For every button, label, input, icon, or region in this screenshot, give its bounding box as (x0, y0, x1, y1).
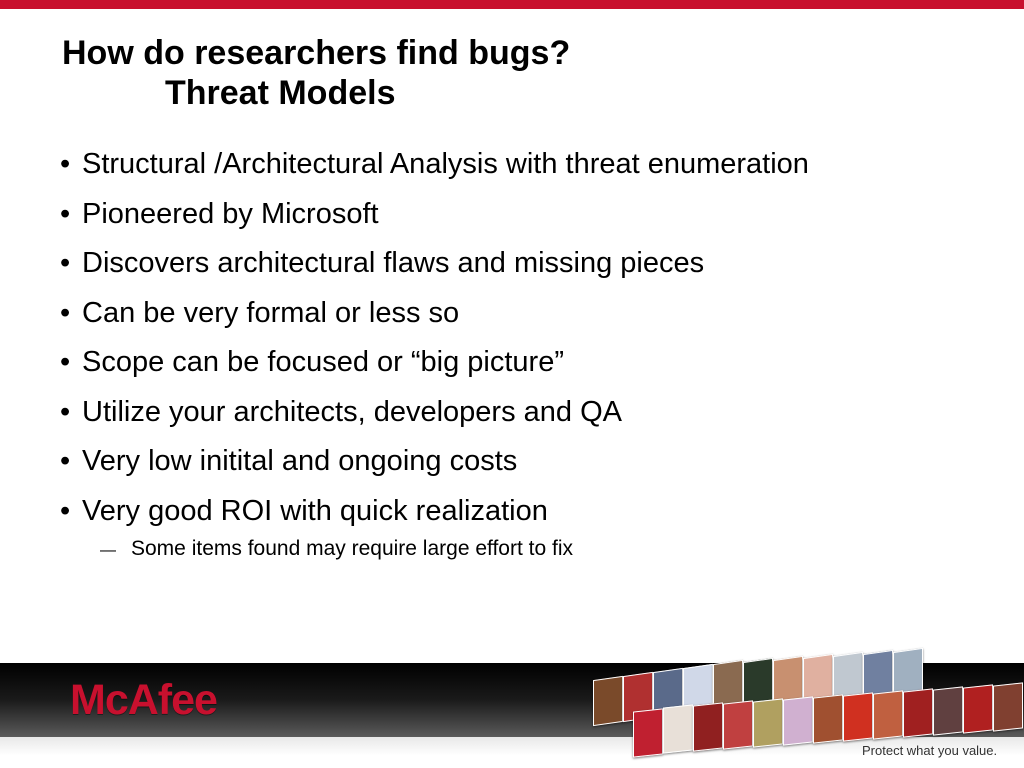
bullet-dot: • (60, 296, 71, 329)
mcafee-logo: McAfee (70, 676, 217, 724)
bullet-item (60, 239, 1000, 289)
photo-tile (813, 694, 843, 743)
bullet-dot: • (60, 148, 71, 180)
bullet-text: Scope can be focused or “big picture” (82, 346, 564, 378)
photo-tile (993, 682, 1023, 731)
photo-tile (933, 686, 963, 735)
photo-tile (663, 704, 693, 753)
bullet-dot: • (60, 197, 71, 230)
bullet-list (60, 140, 1000, 536)
top-accent-bar (0, 0, 1024, 9)
bullet-item (60, 190, 1000, 240)
bullet-text: Very good ROI with quick realization (82, 494, 548, 527)
bullet-text: Pioneered by Microsoft (82, 197, 379, 230)
bullet-item (60, 338, 1000, 388)
photo-tile (963, 684, 993, 733)
photo-tile (903, 688, 933, 737)
title-line-1: How do researchers find bugs? (62, 34, 571, 72)
bullet-text: Discovers architectural flaws and missing pieces (82, 247, 705, 279)
bullet-text: Utilize your architects, developers and QA (82, 395, 622, 428)
tagline: Protect what you value. (862, 743, 998, 758)
bullet-text: Structural /Architectural Analysis with threat enumeration (82, 148, 809, 180)
bullet-dot: • (60, 395, 71, 428)
title-line-2: Threat Models (165, 74, 396, 112)
photo-tile (593, 676, 623, 726)
sub-bullet (100, 532, 573, 568)
bullet-dot: • (60, 247, 71, 279)
photo-mosaic-image (583, 648, 1024, 752)
bullet-dot: • (60, 494, 71, 527)
bullet-text: Can be very formal or less so (82, 296, 460, 329)
bullet-dot: • (60, 445, 71, 477)
slide-title (62, 33, 570, 113)
photo-tile (843, 692, 873, 741)
dash-glyph: — (100, 542, 116, 559)
bullet-item (60, 388, 1000, 438)
bullet-text: Very low initital and ongoing costs (82, 445, 518, 477)
photo-tile (693, 702, 723, 751)
bullet-item (60, 289, 1000, 339)
bullet-item (60, 140, 1000, 190)
photo-tile (873, 690, 903, 739)
bullet-dot: • (60, 346, 71, 378)
photo-tile (633, 708, 663, 757)
bullet-item (60, 437, 1000, 487)
bullet-item (60, 487, 1000, 537)
photo-tile (723, 700, 753, 749)
photo-tile (753, 698, 783, 747)
photo-tile (783, 696, 813, 745)
sub-bullet-text: Some items found may require large effort to fix (131, 537, 573, 560)
